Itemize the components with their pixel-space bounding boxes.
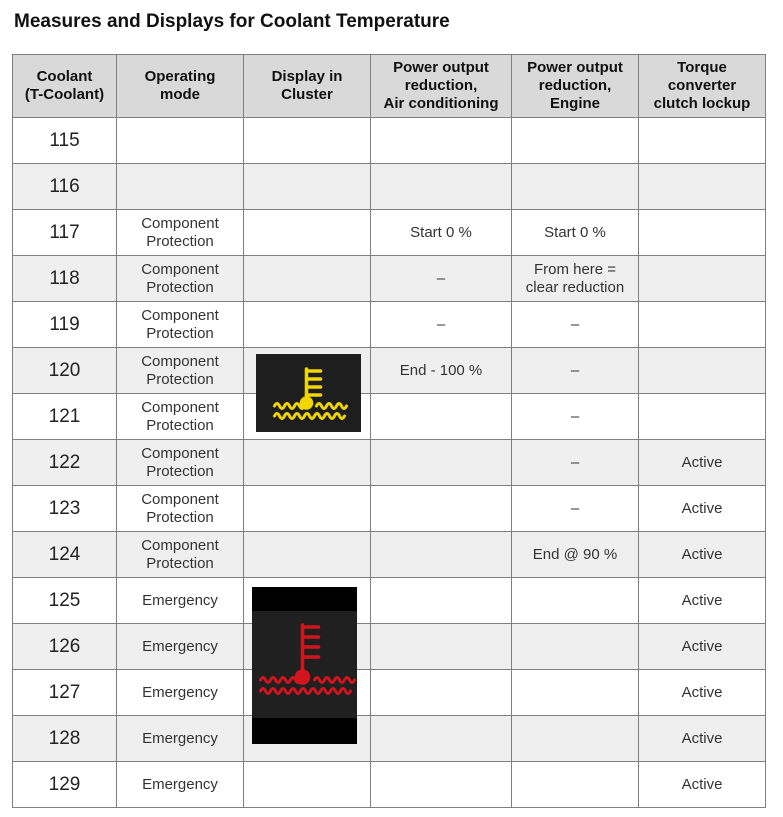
header-line: clutch lockup (653, 95, 751, 112)
torque-value: Active (681, 637, 723, 655)
cell-operating-mode (117, 210, 244, 256)
cell-power-reduction-engine (512, 256, 639, 302)
cell-coolant (13, 440, 117, 486)
cell-power-reduction-engine (512, 440, 639, 486)
cell-coolant (13, 762, 117, 808)
cell-line: Component (141, 444, 219, 462)
table-row (13, 670, 766, 716)
cell-display-in-cluster (244, 624, 371, 670)
table-row (13, 256, 766, 302)
header-line: Display in (271, 68, 343, 85)
table-row (13, 118, 766, 164)
torque-value: Active (681, 545, 723, 563)
header-line: Coolant (36, 68, 93, 85)
coolant-value: 120 (48, 359, 81, 381)
coolant-measures-table (12, 54, 766, 808)
coolant-value: 126 (48, 635, 81, 657)
cell-line: Protection (146, 554, 214, 572)
cell-power-reduction-engine (512, 578, 639, 624)
cell-display-in-cluster (244, 256, 371, 302)
cell-power-reduction-ac (371, 118, 512, 164)
cell-torque-converter-lockup (639, 716, 766, 762)
table-row (13, 440, 766, 486)
coolant-value: 122 (48, 451, 81, 473)
cell-operating-mode (117, 348, 244, 394)
cell-power-reduction-ac (371, 532, 512, 578)
coolant-value: 117 (49, 221, 80, 243)
cell-operating-mode (117, 716, 244, 762)
cell-operating-mode (117, 164, 244, 210)
cell-line: End - 100 % (399, 361, 483, 379)
cell-torque-converter-lockup (639, 302, 766, 348)
cell-power-reduction-ac (371, 762, 512, 808)
header-line: converter (667, 77, 737, 94)
cell-display-in-cluster (244, 532, 371, 578)
cell-coolant (13, 670, 117, 716)
cell-power-reduction-engine (512, 486, 639, 532)
coolant-value: 118 (49, 267, 80, 289)
cell-coolant (13, 532, 117, 578)
cell-line: – (570, 407, 580, 425)
cell-operating-mode (117, 578, 244, 624)
cell-line: Component (141, 306, 219, 324)
cell-torque-converter-lockup (639, 164, 766, 210)
cell-line: Protection (146, 416, 214, 434)
header-line: Power output (527, 59, 623, 76)
cell-power-reduction-ac (371, 348, 512, 394)
cell-torque-converter-lockup (639, 762, 766, 808)
cell-power-reduction-ac (371, 256, 512, 302)
cell-display-in-cluster (244, 210, 371, 256)
table-row (13, 486, 766, 532)
cell-torque-converter-lockup (639, 578, 766, 624)
cell-power-reduction-ac (371, 210, 512, 256)
cell-line: From here = (533, 260, 617, 278)
header-line: reduction, (538, 77, 612, 94)
cell-operating-mode (117, 762, 244, 808)
cell-line: Component (141, 352, 219, 370)
cell-line: Component (141, 490, 219, 508)
coolant-value: 121 (48, 405, 81, 427)
header-line: Cluster (281, 86, 333, 103)
cell-torque-converter-lockup (639, 440, 766, 486)
cell-torque-converter-lockup (639, 486, 766, 532)
cell-line: Protection (146, 462, 214, 480)
cell-display-in-cluster (244, 578, 371, 624)
cell-line: Component (141, 260, 219, 278)
cell-line: Emergency (142, 729, 218, 747)
header-line: (T-Coolant) (24, 86, 105, 103)
coolant-value: 125 (48, 589, 81, 611)
torque-value: Active (681, 775, 723, 793)
cell-line: Start 0 % (410, 223, 472, 241)
cell-operating-mode (117, 302, 244, 348)
cell-line: – (570, 499, 580, 517)
cell-display-in-cluster (244, 762, 371, 808)
cell-power-reduction-engine (512, 670, 639, 716)
cell-line: – (570, 361, 580, 379)
header-operating-mode (117, 55, 244, 118)
cell-power-reduction-ac (371, 440, 512, 486)
cell-coolant (13, 256, 117, 302)
cell-operating-mode (117, 440, 244, 486)
cell-power-reduction-ac (371, 486, 512, 532)
cell-line: Protection (146, 278, 214, 296)
cell-power-reduction-engine (512, 164, 639, 210)
header-power-reduction-ac (371, 55, 512, 118)
coolant-value: 127 (48, 681, 81, 703)
header-power-reduction-engine (512, 55, 639, 118)
table-row (13, 164, 766, 210)
cell-coolant (13, 716, 117, 762)
coolant-value: 116 (49, 175, 80, 197)
cell-operating-mode (117, 624, 244, 670)
cell-torque-converter-lockup (639, 210, 766, 256)
table-row (13, 394, 766, 440)
cell-power-reduction-engine (512, 118, 639, 164)
cell-display-in-cluster (244, 348, 371, 394)
torque-value: Active (681, 499, 723, 517)
cell-power-reduction-ac (371, 394, 512, 440)
table-row (13, 762, 766, 808)
cell-coolant (13, 164, 117, 210)
cell-line: – (436, 315, 446, 333)
cell-operating-mode (117, 118, 244, 164)
cell-torque-converter-lockup (639, 532, 766, 578)
table-row (13, 302, 766, 348)
cell-power-reduction-ac (371, 624, 512, 670)
cell-coolant (13, 394, 117, 440)
cell-coolant (13, 624, 117, 670)
cell-power-reduction-engine (512, 394, 639, 440)
cell-power-reduction-ac (371, 716, 512, 762)
cell-coolant (13, 302, 117, 348)
cell-power-reduction-ac (371, 578, 512, 624)
cell-line: Emergency (142, 775, 218, 793)
cell-operating-mode (117, 670, 244, 716)
table-row (13, 716, 766, 762)
cell-display-in-cluster (244, 716, 371, 762)
cell-coolant (13, 578, 117, 624)
cell-coolant (13, 210, 117, 256)
cell-line: Emergency (142, 683, 218, 701)
cell-power-reduction-engine (512, 624, 639, 670)
header-line: Engine (549, 95, 600, 112)
coolant-value: 123 (48, 497, 81, 519)
cell-torque-converter-lockup (639, 670, 766, 716)
header-line: mode (159, 86, 200, 103)
cell-display-in-cluster (244, 164, 371, 210)
cell-operating-mode (117, 394, 244, 440)
cell-power-reduction-engine (512, 210, 639, 256)
header-line: Air conditioning (383, 95, 499, 112)
torque-value: Active (681, 683, 723, 701)
header-coolant (13, 55, 117, 118)
cell-coolant (13, 486, 117, 532)
cell-power-reduction-engine (512, 302, 639, 348)
cell-torque-converter-lockup (639, 118, 766, 164)
cell-line: Emergency (142, 637, 218, 655)
table-header-row (13, 55, 766, 118)
cell-line: clear reduction (525, 278, 625, 296)
cell-line: – (436, 269, 446, 287)
table-row (13, 624, 766, 670)
cell-power-reduction-engine (512, 532, 639, 578)
cell-coolant (13, 118, 117, 164)
cell-line: Component (141, 536, 219, 554)
torque-value: Active (681, 729, 723, 747)
cell-line: Emergency (142, 591, 218, 609)
cell-power-reduction-engine (512, 762, 639, 808)
cell-display-in-cluster (244, 670, 371, 716)
table-row (13, 348, 766, 394)
cell-power-reduction-ac (371, 670, 512, 716)
cell-power-reduction-ac (371, 164, 512, 210)
coolant-value: 128 (48, 727, 81, 749)
coolant-value: 124 (48, 543, 81, 565)
cell-line: Protection (146, 324, 214, 342)
cell-coolant (13, 348, 117, 394)
torque-value: Active (681, 591, 723, 609)
cell-line: Start 0 % (544, 223, 606, 241)
header-line: Power output (393, 59, 489, 76)
cell-torque-converter-lockup (639, 256, 766, 302)
cell-display-in-cluster (244, 302, 371, 348)
cell-operating-mode (117, 532, 244, 578)
page-title: Measures and Displays for Coolant Temperature (14, 11, 450, 32)
table-row (13, 210, 766, 256)
cell-display-in-cluster (244, 440, 371, 486)
header-line: Torque (677, 59, 727, 76)
cell-power-reduction-engine (512, 348, 639, 394)
cell-display-in-cluster (244, 486, 371, 532)
header-line: reduction, (404, 77, 478, 94)
header-display-in-cluster (244, 55, 371, 118)
cell-line: Protection (146, 232, 214, 250)
cell-line: Component (141, 214, 219, 232)
cell-line: – (570, 315, 580, 333)
cell-operating-mode (117, 486, 244, 532)
cell-torque-converter-lockup (639, 348, 766, 394)
cell-line: Protection (146, 508, 214, 526)
coolant-value: 115 (49, 129, 80, 151)
coolant-value: 129 (48, 773, 81, 795)
torque-value: Active (681, 453, 723, 471)
header-torque-converter-lockup (639, 55, 766, 118)
cell-torque-converter-lockup (639, 624, 766, 670)
cell-line: Component (141, 398, 219, 416)
cell-line: – (570, 453, 580, 471)
cell-display-in-cluster (244, 118, 371, 164)
table-row (13, 578, 766, 624)
cell-power-reduction-ac (371, 302, 512, 348)
cell-torque-converter-lockup (639, 394, 766, 440)
table-row (13, 532, 766, 578)
header-line: Operating (144, 68, 216, 85)
cell-operating-mode (117, 256, 244, 302)
coolant-value: 119 (49, 313, 80, 335)
cell-power-reduction-engine (512, 716, 639, 762)
cell-line: End @ 90 % (532, 545, 618, 563)
cell-display-in-cluster (244, 394, 371, 440)
cell-line: Protection (146, 370, 214, 388)
